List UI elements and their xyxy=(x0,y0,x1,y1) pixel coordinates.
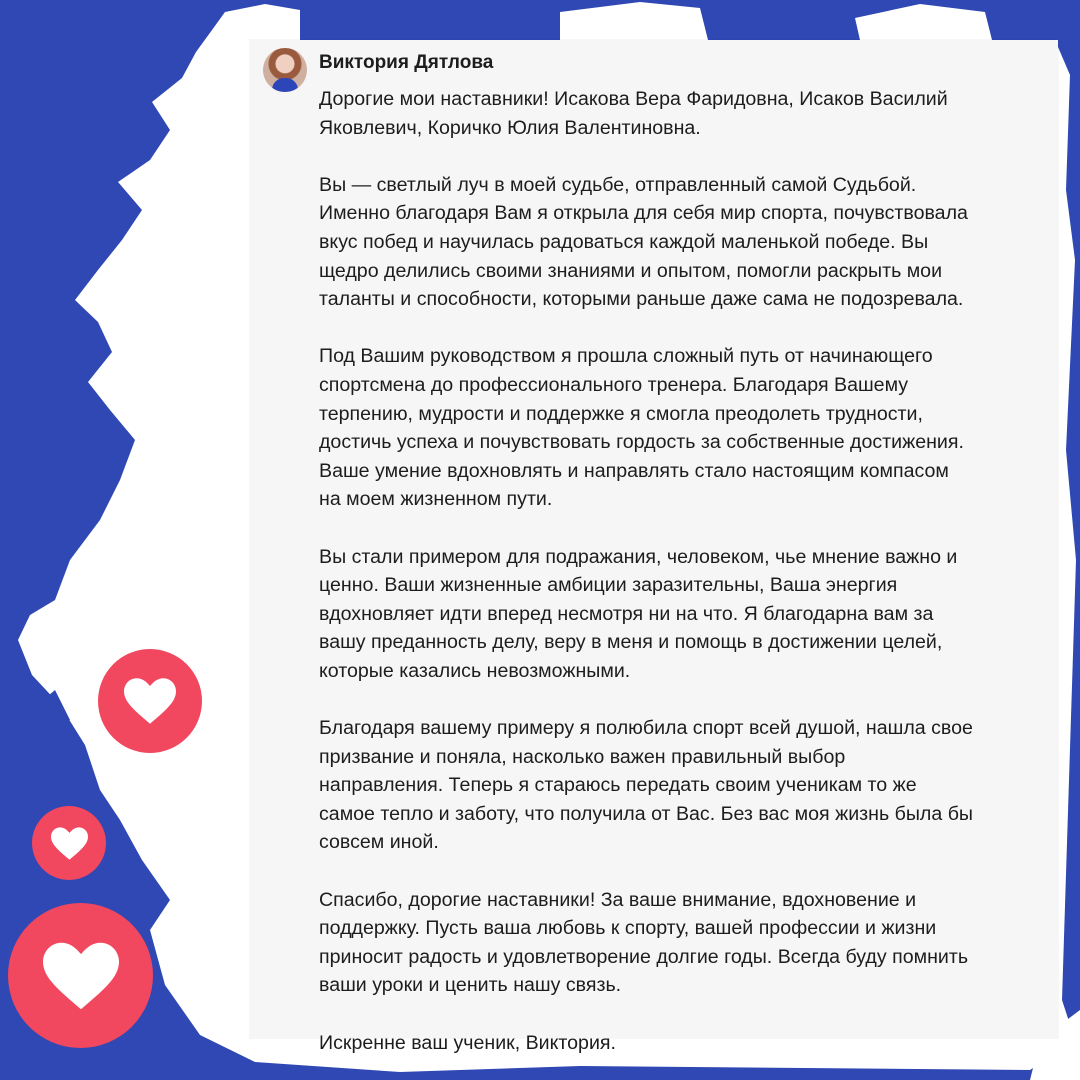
text-line: достичь успеха и почувствовать гордость за собственные достижения. xyxy=(319,431,964,454)
heart-icon xyxy=(124,678,176,724)
heart-icon xyxy=(98,649,202,753)
heart-icon xyxy=(32,806,106,880)
heart-icon xyxy=(51,827,88,860)
text-line: направления. Теперь я стараюсь передать своим ученикам то же xyxy=(319,774,917,797)
text-line: Дорогие мои наставники! Исакова Вера Фаридовна, Исаков Василий xyxy=(319,88,948,110)
paragraph-gratitude xyxy=(319,171,1049,314)
avatar[interactable] xyxy=(263,48,307,92)
text-line: таланты и способности, которыми раньше даже сама не подозревала. xyxy=(319,288,964,311)
paragraph-greeting xyxy=(319,85,1049,142)
text-line: Вы стали примером для подражания, человеком, чье мнение важно и xyxy=(319,545,958,568)
text-line: ваши уроки и ценить нашу связь. xyxy=(319,974,622,997)
paragraph-calling xyxy=(319,714,1049,857)
text-line: Спасибо, дорогие наставники! За ваше внимание, вдохновение и xyxy=(319,888,917,911)
text-line: ценно. Ваши жизненные амбиции заразительны, Ваша энергия xyxy=(319,574,898,597)
heart-icon xyxy=(8,903,153,1048)
text-line: Яковлевич, Коричко Юлия Валентиновна. xyxy=(319,116,701,139)
heart-icon xyxy=(43,942,119,1010)
text-line: Ваше умение вдохновлять и направлять стало настоящим компасом xyxy=(319,459,949,482)
post-card xyxy=(250,40,1058,1054)
paragraph-guidance xyxy=(319,342,1049,514)
text-line: вашу преданность делу, веру в меня и помощь в достижении целей, xyxy=(319,631,943,654)
text-line: Вы — светлый луч в моей судьбе, отправленный самой Судьбой. xyxy=(319,173,917,196)
text-line: спортсмена до профессионального тренера. Благодаря Вашему xyxy=(319,373,909,396)
text-line: Именно благодаря Вам я открыла для себя мир спорта, почувствовала xyxy=(319,202,968,225)
text-line: которые казались невозможными. xyxy=(319,659,631,682)
paragraph-signature xyxy=(319,1029,1049,1058)
text-line: призвание и поняла, насколько важен правильный выбор xyxy=(319,745,846,768)
text-line: на моем жизненном пути. xyxy=(319,488,553,511)
text-line: приносит радость и удовлетворение долгие годы. Всегда буду помнить xyxy=(319,945,969,968)
paragraph-role-model xyxy=(319,543,1049,686)
text-line: самое тепло и заботу, что получила от Вас. Без вас моя жизнь была бы xyxy=(319,802,973,825)
text-line: терпению, мудрости и поддержке я смогла преодолеть трудности, xyxy=(319,402,923,425)
text-line: вкус побед и научилась радоваться каждой маленькой победе. Вы xyxy=(319,230,929,253)
post-author-name[interactable]: Виктория Дятлова xyxy=(319,52,494,73)
text-line: вдохновляет идти вперед несмотря ни на что. Я благодарна вам за xyxy=(319,602,934,625)
text-line: щедро делились своими знаниями и опытом, помогли раскрыть мои xyxy=(319,259,943,282)
text-line: Под Вашим руководством я прошла сложный путь от начинающего xyxy=(319,345,933,368)
text-line: поддержку. Пусть ваша любовь к спорту, вашей профессии и жизни xyxy=(319,917,937,940)
text-line: Искренне ваш ученик, Виктория. xyxy=(319,1031,616,1054)
text-line: совсем иной. xyxy=(319,831,439,854)
text-line: Благодаря вашему примеру я полюбила спорт всей душой, нашла свое xyxy=(319,717,973,740)
post-text xyxy=(319,85,1049,1057)
paragraph-thanks xyxy=(319,886,1049,1000)
